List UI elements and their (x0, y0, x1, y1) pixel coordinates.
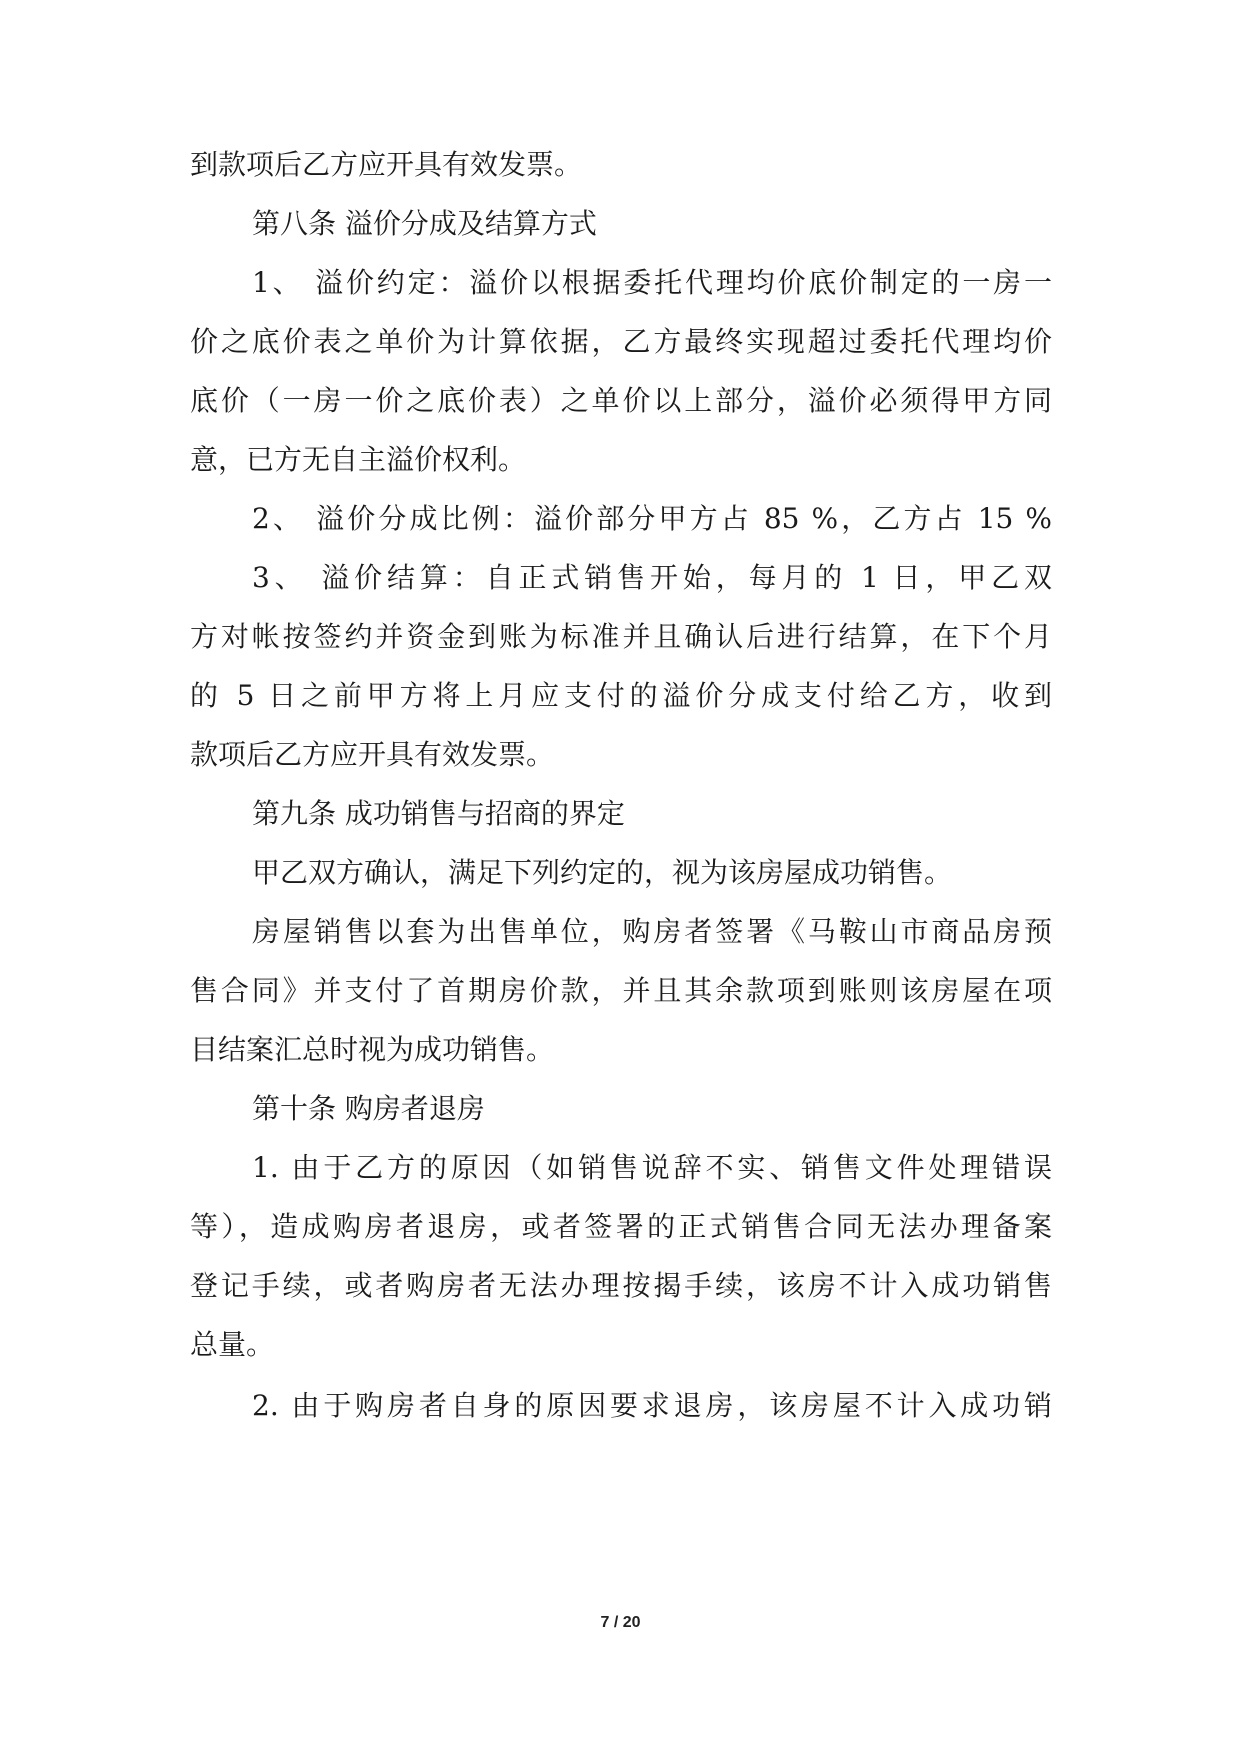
text-line: 总量。 (190, 1328, 275, 1361)
text-line: 到款项后乙方应开具有效发票。 (190, 148, 583, 181)
section-heading: 第九条 成功销售与招商的界定 (252, 797, 625, 830)
section-heading: 第十条 购房者退房 (252, 1092, 485, 1125)
text-line: 甲乙双方确认，满足下列约定的，视为该房屋成功销售。 (252, 856, 953, 889)
text-line: 房屋销售以套为出售单位，购房者签署《马鞍山市商品房预 (252, 915, 1052, 948)
text-line: 底价（一房一价之底价表）之单价以上部分，溢价必须得甲方同 (190, 384, 1052, 417)
text-line: 意，已方无自主溢价权利。 (190, 443, 527, 476)
text-line: 的 5 日之前甲方将上月应支付的溢价分成支付给乙方，收到 (190, 679, 1052, 712)
text-line: 2、 溢价分成比例：溢价部分甲方占 85 %，乙方占 15 % (252, 502, 1052, 535)
text-line: 售合同》并支付了首期房价款，并且其余款项到账则该房屋在项 (190, 974, 1052, 1007)
text-line: 3、 溢价结算：自正式销售开始，每月的 1 日，甲乙双 (252, 561, 1052, 594)
page-number: 7 / 20 (600, 1614, 641, 1631)
text-line: 价之底价表之单价为计算依据，乙方最终实现超过委托代理均价 (190, 325, 1052, 358)
text-line: 1. 由于乙方的原因（如销售说辞不实、销售文件处理错误 (252, 1151, 1052, 1184)
text-line: 等），造成购房者退房，或者签署的正式销售合同无法办理备案 (190, 1210, 1052, 1243)
text-line: 方对帐按签约并资金到账为标准并且确认后进行结算，在下个月 (190, 620, 1052, 653)
section-heading: 第八条 溢价分成及结算方式 (252, 207, 597, 240)
text-line: 登记手续，或者购房者无法办理按揭手续，该房不计入成功销售 (190, 1269, 1052, 1302)
text-line: 2. 由于购房者自身的原因要求退房，该房屋不计入成功销 (252, 1389, 1052, 1422)
text-line: 款项后乙方应开具有效发票。 (190, 738, 555, 771)
text-line: 目结案汇总时视为成功销售。 (190, 1033, 555, 1066)
text-line: 1、 溢价约定：溢价以根据委托代理均价底价制定的一房一 (252, 266, 1052, 299)
